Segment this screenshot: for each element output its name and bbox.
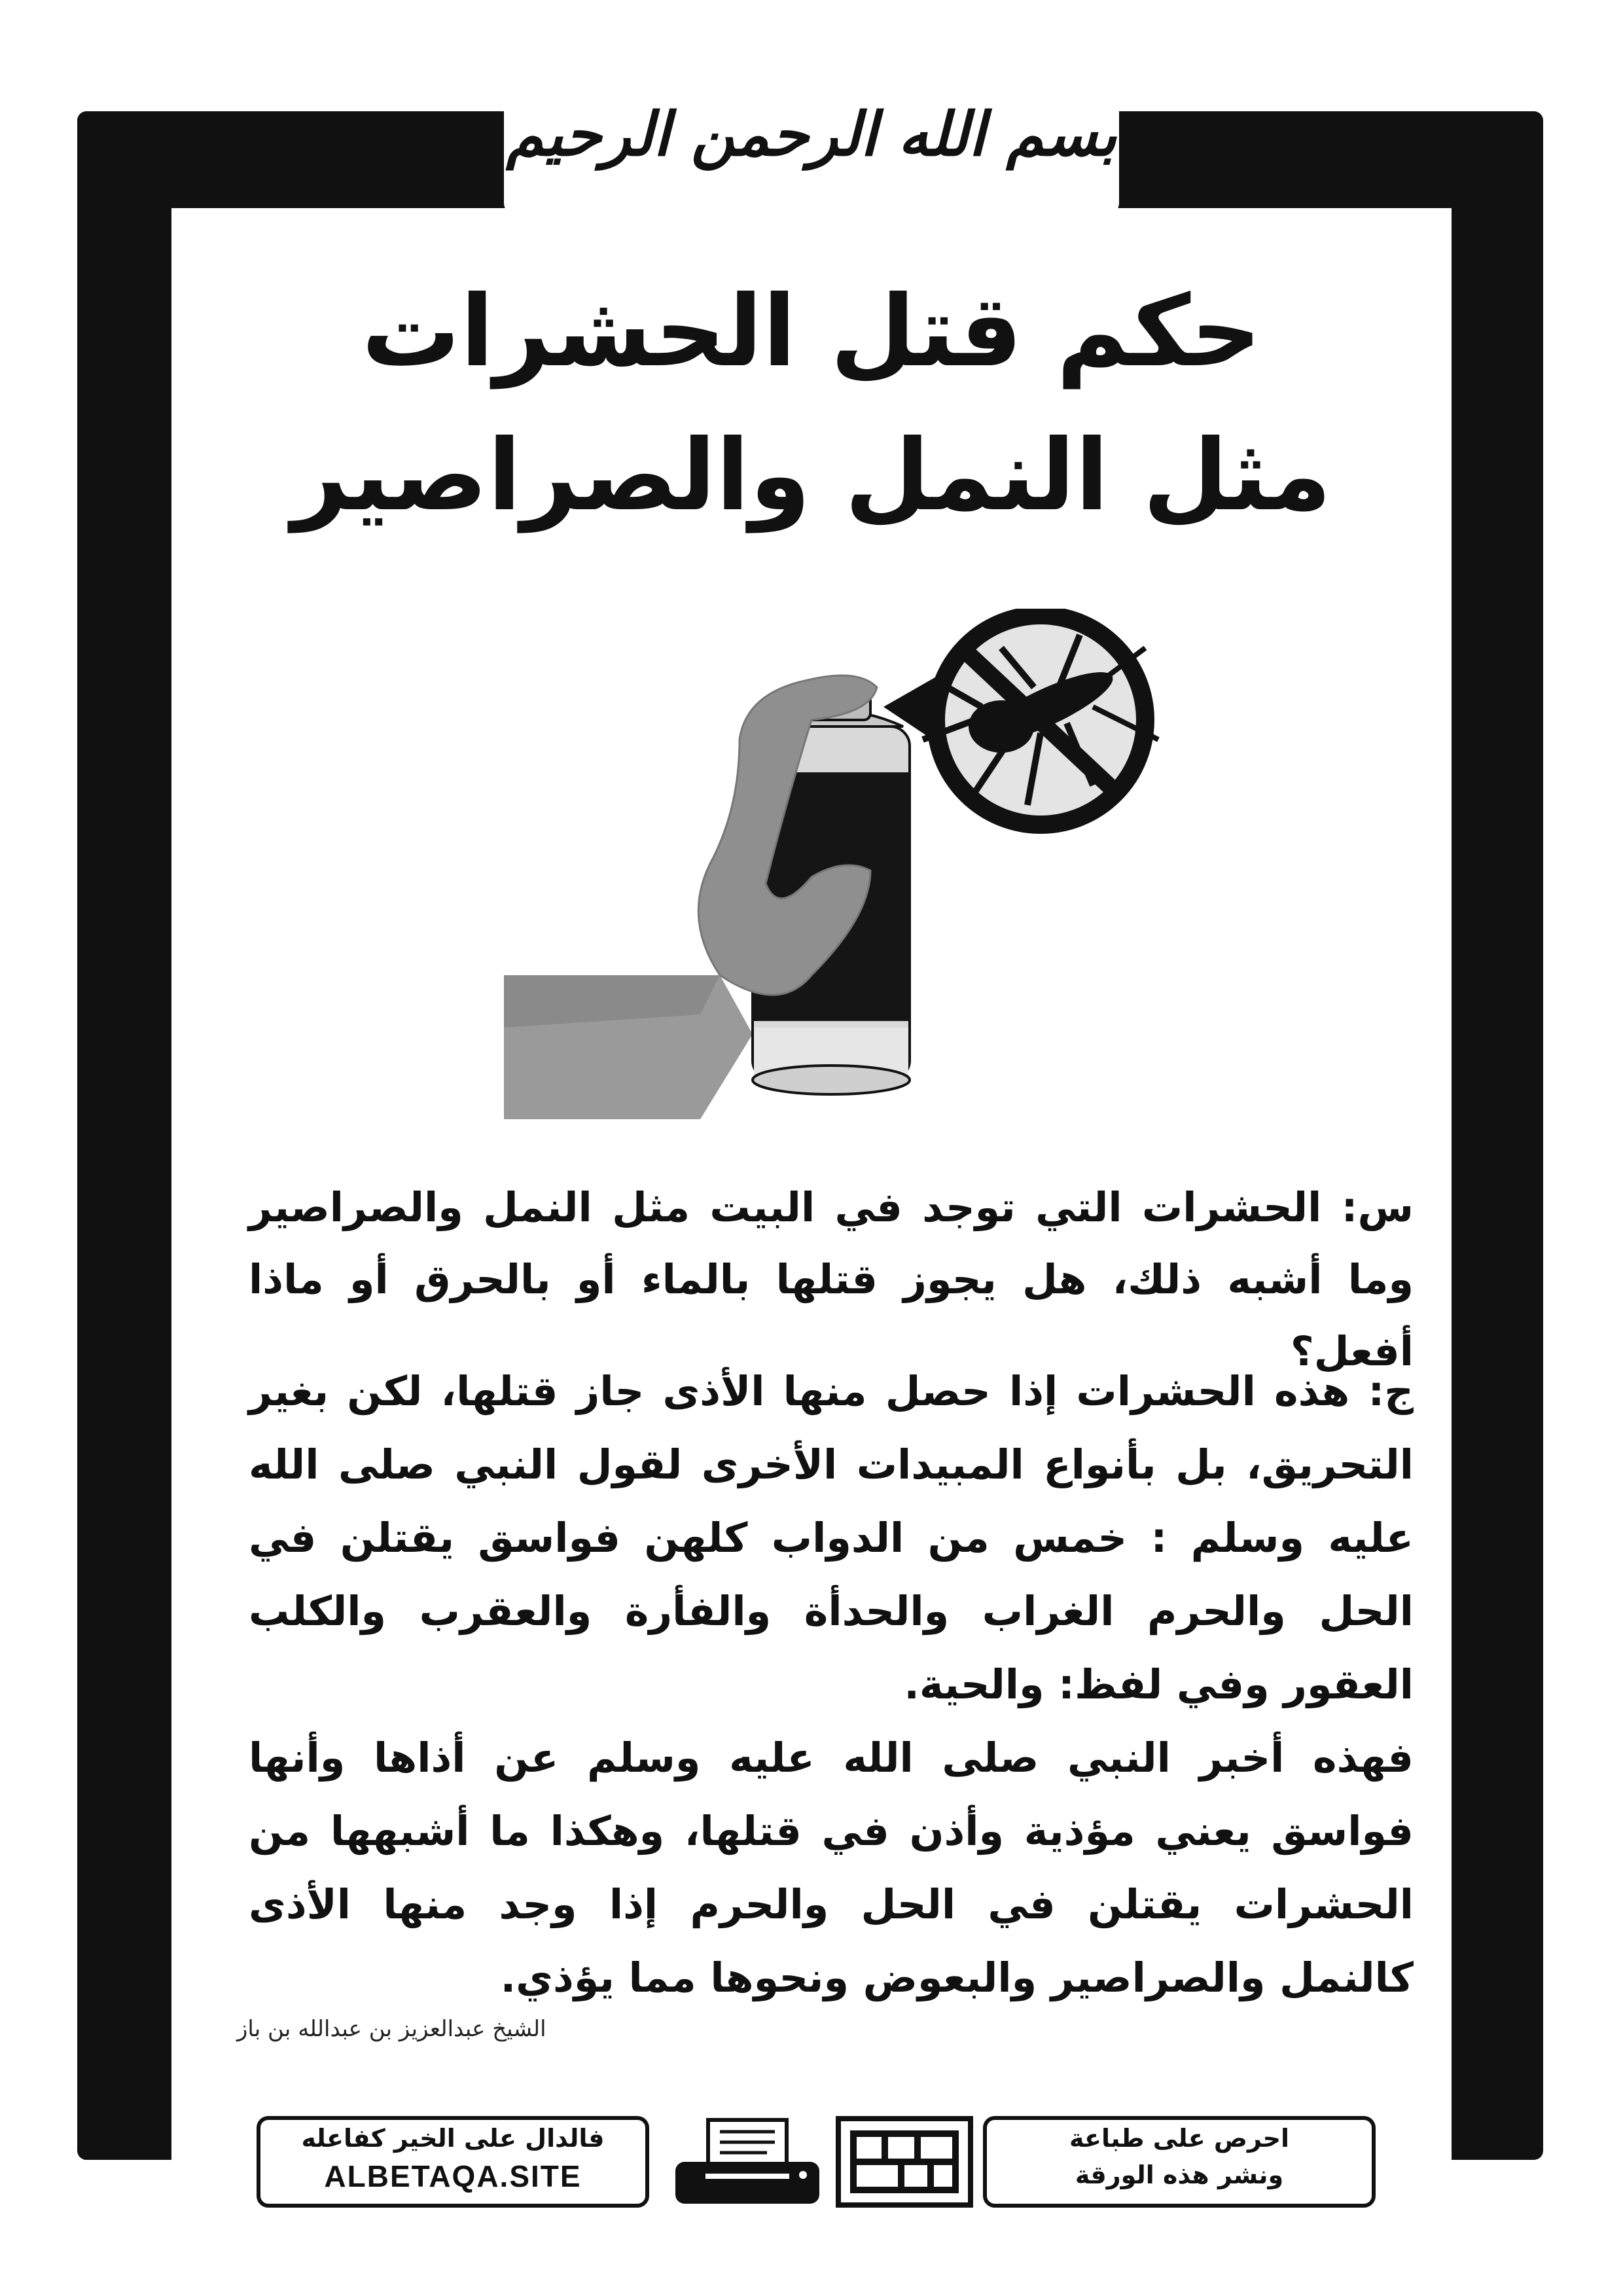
title-line-1: حكم قتل الحشرات (361, 275, 1262, 389)
daawatuna-logo (836, 2116, 973, 2208)
title-line-2: مثل النمل والصراصير (291, 419, 1332, 533)
website-link[interactable]: ALBETAQA.SITE (324, 2159, 582, 2193)
answer-paragraph-1: ج: هذه الحشرات إذا حصل منها الأذى جاز قتلها، لكن بغير التحريق، بل بأنواع المبيدات الأخرى لقول النبي صلى الله عليه وسلم : خمس من الدواب كلهن فواسق يقتلن في الحل والحرم الغراب والحدأة والفأرة والعقرب والكلب العقور وفي لفظ: والحية. (249, 1367, 1414, 1708)
printer-icon (669, 2116, 826, 2208)
footer-motto: فالدال على الخير كفاعله (301, 2124, 605, 2153)
answer-paragraph-2: فهذه أخبر النبي صلى الله عليه وسلم عن أذاها وأنها فواسق يعني مؤذية وأذن في قتلها، وهكذا ما أشبهها من الحشرات يقتلن في الحل والحرم إذا وجد منها الأذى كالنمل والصراصير والبعوض ونحوها مما يؤذي. (249, 1734, 1414, 2001)
basmala-text: بسم الله الرحمن الرحيم (506, 99, 1117, 170)
footer-print-line-1: احرص على طباعة (1069, 2124, 1290, 2153)
footer-print-line-2: ونشر هذه الورقة (1075, 2161, 1284, 2189)
insecticide-spray-no-mosquito-icon (504, 609, 1171, 1119)
question-text: س: الحشرات التي توجد في البيت مثل النمل والصراصير وما أشبه ذلك، هل يجوز قتلها بالماء أو بالحرق أو ماذا أفعل؟ (249, 1183, 1414, 1375)
footer-print-box (983, 2116, 1376, 2208)
footer-website-box (257, 2116, 649, 2208)
answer-block (249, 1355, 1414, 2015)
footer-bar (257, 2116, 1376, 2208)
author-signature: الشيخ عبدالعزيز بن عبدالله بن باز (237, 2016, 546, 2042)
basmala-banner (504, 52, 1119, 216)
